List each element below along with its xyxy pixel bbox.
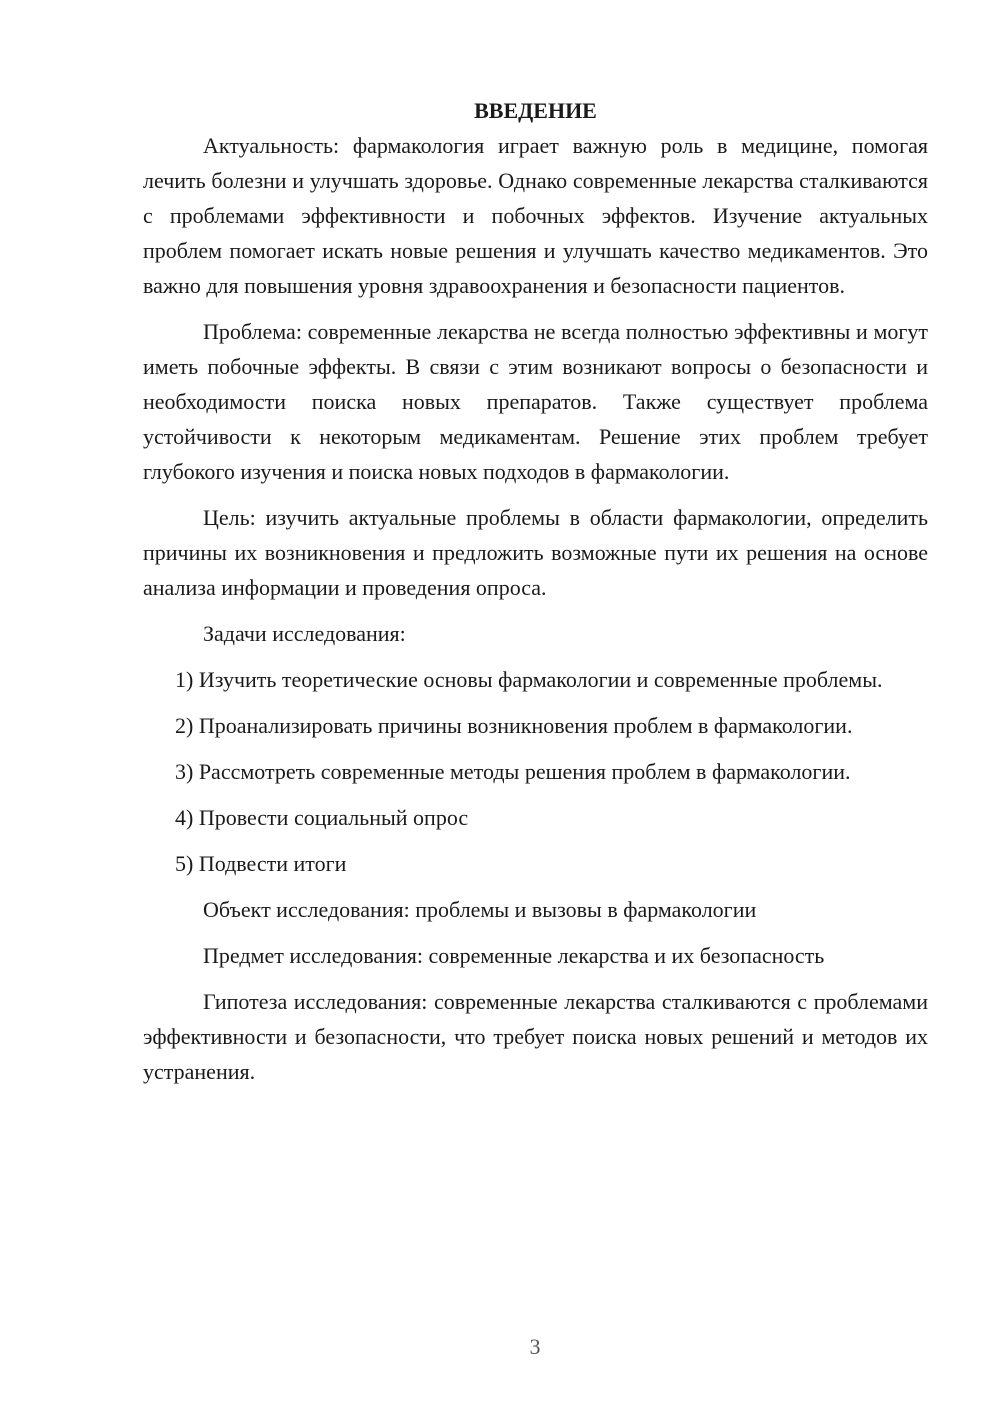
tasks-title: Задачи исследования: <box>203 621 406 646</box>
hypothesis-paragraph: Гипотеза исследования: современные лекарства сталкиваются с проблемами эффективности и безопасности, что требует поиска новых решений и методов их устранения. <box>143 989 928 1084</box>
task-item-5: 5) Подвести итоги <box>175 851 347 876</box>
problem-paragraph: Проблема: современные лекарства не всегда полностью эффективны и могут иметь побочные эффекты. В связи с этим возникают вопросы о безопасности и необходимости поиска новых препаратов. Также существует проблема устойчивости к некоторым медикаментам. Решение этих проблем требует глубокого изучения и поиска новых подходов в фармакологии. <box>143 319 928 484</box>
object-line: Объект исследования: проблемы и вызовы в фармакологии <box>203 897 757 922</box>
section-heading: ВВЕДЕНИЕ <box>474 98 597 123</box>
task-item-2: 2) Проанализировать причины возникновения проблем в фармакологии. <box>175 713 853 738</box>
task-item-3: 3) Рассмотреть современные методы решения проблем в фармакологии. <box>175 759 851 784</box>
page-content <box>143 93 928 1100</box>
subject-line: Предмет исследования: современные лекарства и их безопасность <box>203 943 825 968</box>
relevance-paragraph: Актуальность: фармакология играет важную роль в медицине, помогая лечить болезни и улучшать здоровье. Однако современные лекарства сталкиваются с проблемами эффективности и побочных эффектов. Изучение актуальных проблем помогает искать новые решения и улучшать качество медикаментов. Это важно для повышения уровня здравоохранения и безопасности пациентов. <box>143 133 928 298</box>
task-item-4: 4) Провести социальный опрос <box>175 805 469 830</box>
goal-paragraph: Цель: изучить актуальные проблемы в области фармакологии, определить причины их возникновения и предложить возможные пути их решения на основе анализа информации и проведения опроса. <box>143 505 928 600</box>
task-item-1: 1) Изучить теоретические основы фармакологии и современные проблемы. <box>175 667 883 692</box>
page-number: 3 <box>529 1334 541 1359</box>
